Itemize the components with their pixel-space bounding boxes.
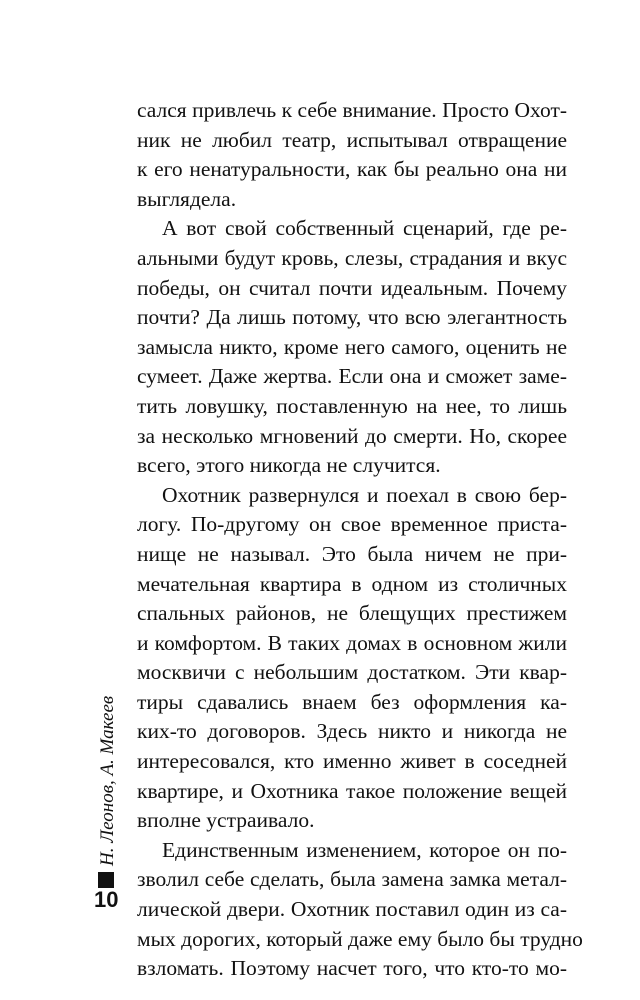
text-line: логу. По-другому он свое временное приста- [137, 512, 567, 537]
text-line: интересовался, кто именно живет в соседней [137, 749, 567, 774]
text-line: мечательная квартира в одном из столичных [137, 571, 567, 596]
text-line: лической двери. Охотник поставил один из са- [137, 897, 567, 922]
text-line: москвичи с небольшим достатком. Эти квар- [137, 660, 567, 685]
text-line: победы, он считал почти идеальным. Почему [137, 275, 567, 300]
text-line: почти? Да лишь потому, что всю элегантность [137, 305, 567, 330]
text-line: взломать. Поэтому насчет того, что кто-то мо- [137, 956, 567, 981]
body-text [137, 96, 583, 984]
text-line: тить ловушку, поставленную на нее, то лишь [137, 393, 567, 418]
text-line: ких-то договоров. Здесь никто и никогда не [137, 719, 567, 744]
text-line: ник не любил театр, испытывал отвращение [137, 127, 567, 152]
text-line: квартире, и Охотника такое положение вещей [137, 778, 567, 803]
running-head-marker [98, 872, 114, 888]
text-line: альными будут кровь, слезы, страдания и вкус [137, 245, 567, 270]
text-line: сался привлечь к себе внимание. Просто Охот- [137, 98, 567, 122]
text-line: нище не называл. Это была ничем не при- [137, 541, 567, 566]
text-line: тиры сдавались внаем без оформления ка- [137, 689, 567, 714]
text-line: мых дорогих, который даже ему было бы трудно [137, 926, 583, 951]
text-line: всего, этого никогда не случится. [137, 453, 441, 478]
text-line: и комфортом. В таких домах в основном жили [137, 630, 567, 655]
text-line: спальных районов, не блещущих престижем [137, 601, 567, 626]
running-head-author: Н. Леонов, А. Макеев [97, 695, 118, 866]
text-line: Единственным изменением, которое он по- [162, 837, 567, 862]
text-line: за несколько мгновений до смерти. Но, скорее [137, 423, 567, 448]
text-line: сумеет. Даже жертва. Если она и сможет заме- [137, 364, 567, 389]
text-line: Охотник развернулся и поехал в свою бер- [162, 482, 567, 507]
page-number: 10 [94, 887, 119, 912]
text-line: выглядела. [137, 186, 237, 211]
text-line: вполне устраивало. [137, 808, 315, 833]
text-line: зволил себе сделать, была замена замка метал- [137, 867, 567, 892]
text-line: замысла никто, кроме него самого, оценить не [137, 334, 567, 359]
text-line: А вот свой собственный сценарий, где ре- [162, 216, 567, 241]
text-line: к его ненатуральности, как бы реально она ни [137, 157, 567, 182]
